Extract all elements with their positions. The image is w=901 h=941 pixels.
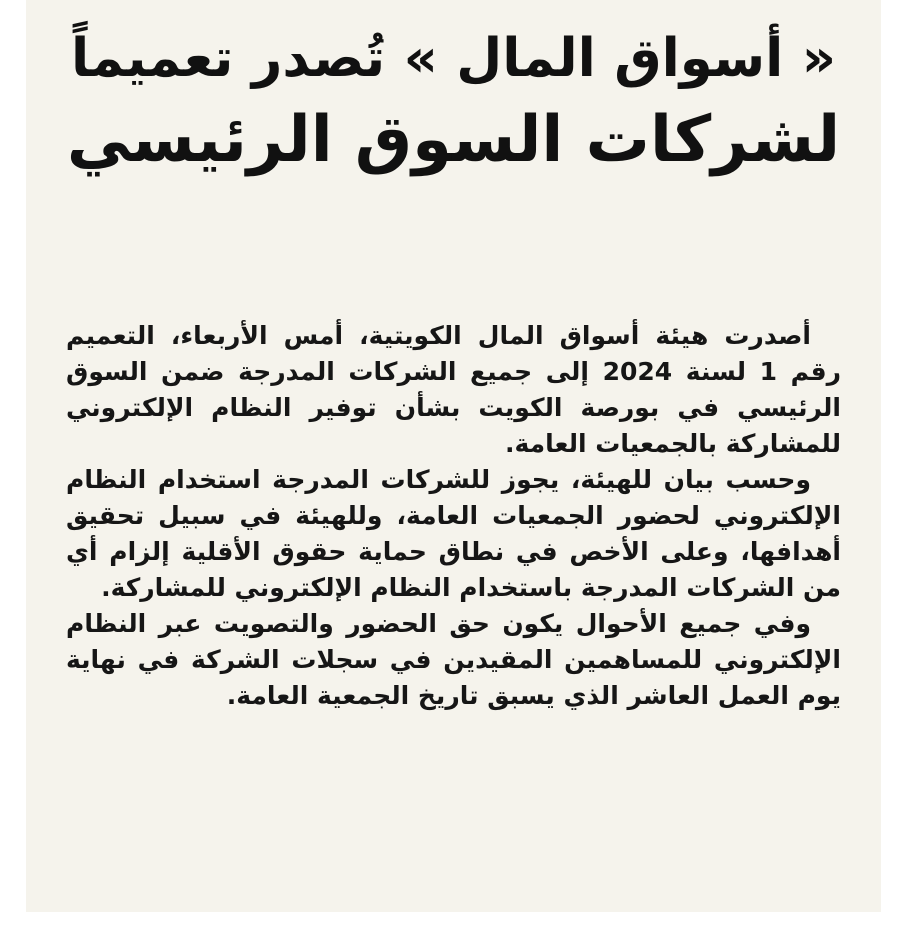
newspaper-clipping: [26, 0, 881, 912]
article-body: [66, 318, 841, 714]
paragraph-2: وحسب بيان للهيئة، يجوز للشركات المدرجة استخدام النظام الإلكتروني لحضور الجمعيات العامة، وللهيئة في سبيل تحقيق أهدافها، وعلى الأخص في نطاق حماية حقوق الأقلية إلزام أي من الشركات المدرجة باستخدام النظام الإلكتروني للمشاركة.: [66, 465, 841, 602]
article-headline: [66, 26, 841, 180]
headline-line-1: « أسواق المال » تُصدر تعميماً: [71, 28, 836, 89]
paragraph-3: وفي جميع الأحوال يكون حق الحضور والتصويت عبر النظام الإلكتروني للمساهمين المقيدين في سجلات الشركة في نهاية يوم العمل العاشر الذي يسبق تاريخ الجمعية العامة.: [66, 609, 841, 710]
paragraph-1: أصدرت هيئة أسواق المال الكويتية، أمس الأربعاء، التعميم رقم 1 لسنة 2024 إلى جميع الشركات المدرجة ضمن السوق الرئيسي في بورصة الكويت بشأن توفير النظام الإلكتروني للمشاركة بالجمعيات العامة.: [66, 321, 841, 458]
headline-line-2: لشركات السوق الرئيسي: [66, 103, 841, 178]
